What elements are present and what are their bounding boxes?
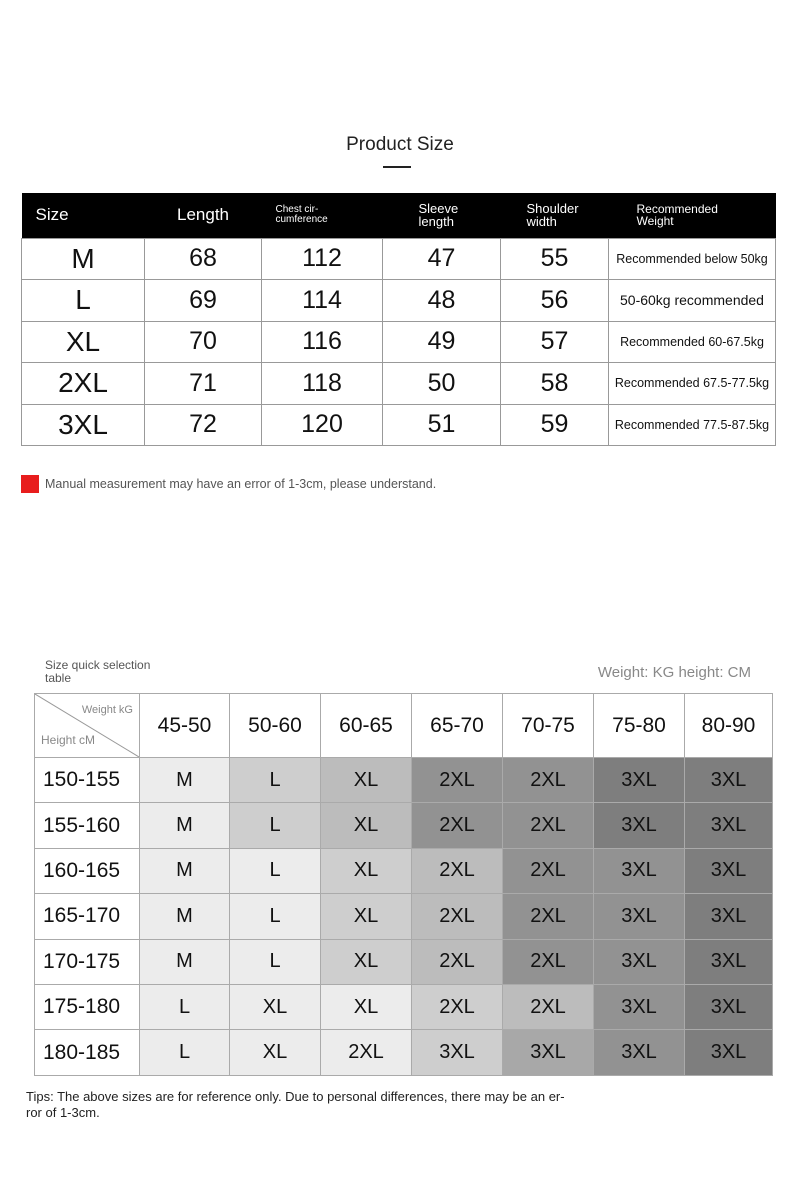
red-square-icon: [21, 475, 39, 493]
size-suggestion-cell: M: [140, 894, 230, 939]
measurement-cell: 48: [383, 280, 501, 322]
corner-weight-label: Weight kG: [81, 704, 133, 716]
measurement-cell: 114: [262, 280, 383, 322]
weight-range-header: 45-50: [140, 694, 230, 758]
size-suggestion-cell: 3XL: [685, 939, 773, 984]
size-suggestion-cell: 3XL: [685, 758, 773, 803]
size-suggestion-cell: 3XL: [594, 1030, 685, 1075]
weight-header-text: Recommended Weight: [636, 201, 718, 229]
size-suggestion-cell: 2XL: [412, 848, 503, 893]
size-suggestion-cell: M: [140, 939, 230, 984]
size-suggestion-cell: 3XL: [685, 984, 773, 1029]
size-table-body: [22, 238, 776, 446]
weight-range-header: 65-70: [412, 694, 503, 758]
measurement-cell: 56: [501, 280, 609, 322]
measurement-note-text: Manual measurement may have an error of 1-3cm, please understand.: [45, 477, 437, 491]
size-row: [22, 404, 776, 446]
measurement-cell: 55: [501, 238, 609, 280]
size-suggestion-cell: XL: [321, 758, 412, 803]
size-suggestion-cell: L: [230, 939, 321, 984]
size-suggestion-cell: 2XL: [503, 803, 594, 848]
quick-selection-body: [35, 758, 773, 1076]
size-row: [22, 280, 776, 322]
size-suggestion-cell: 2XL: [412, 939, 503, 984]
measurement-cell: 68: [145, 238, 262, 280]
height-row: [35, 939, 773, 984]
height-row: [35, 984, 773, 1029]
height-range-label: 165-170: [35, 894, 140, 939]
measurement-note: [21, 475, 436, 493]
weight-header-row: [35, 694, 773, 758]
height-range-label: 150-155: [35, 758, 140, 803]
sleeve-header-text: Sleeve length: [418, 200, 459, 230]
size-suggestion-cell: 2XL: [321, 1030, 412, 1075]
size-suggestion-cell: 2XL: [412, 803, 503, 848]
size-suggestion-cell: L: [230, 894, 321, 939]
length-header: Length: [145, 193, 262, 238]
size-row: [22, 363, 776, 405]
tips-text: Tips: The above sizes are for reference only. Due to personal differences, there may be an er- ror of 1-3cm.: [26, 1089, 565, 1120]
quick-selection-units: Weight: KG height: CM: [597, 664, 751, 681]
recommended-weight-cell: Recommended 67.5-77.5kg: [609, 363, 776, 405]
measurement-cell: 72: [145, 404, 262, 446]
size-table-header-row: [22, 193, 776, 238]
height-range-label: 180-185: [35, 1030, 140, 1075]
measurement-cell: 47: [383, 238, 501, 280]
size-suggestion-cell: 3XL: [594, 758, 685, 803]
size-suggestion-cell: 2XL: [503, 984, 594, 1029]
size-suggestion-cell: XL: [230, 1030, 321, 1075]
chest-header-text: Chest cir- cumference: [275, 203, 328, 226]
measurement-cell: 116: [262, 321, 383, 363]
corner-cell: [35, 694, 140, 758]
size-suggestion-cell: 3XL: [685, 803, 773, 848]
size-cell: XL: [22, 321, 145, 363]
size-suggestion-cell: 3XL: [685, 1030, 773, 1075]
size-suggestion-cell: 2XL: [412, 894, 503, 939]
title-underline: [383, 166, 411, 168]
weight-range-header: 50-60: [230, 694, 321, 758]
size-suggestion-cell: L: [140, 1030, 230, 1075]
height-range-label: 175-180: [35, 984, 140, 1029]
quick-selection-table: [34, 693, 773, 1076]
size-suggestion-cell: 2XL: [503, 848, 594, 893]
weight-range-header: 80-90: [685, 694, 773, 758]
height-row: [35, 758, 773, 803]
recommended-weight-cell: 50-60kg recommended: [609, 280, 776, 322]
size-suggestion-cell: 3XL: [503, 1030, 594, 1075]
size-suggestion-cell: M: [140, 758, 230, 803]
measurement-cell: 112: [262, 238, 383, 280]
measurement-cell: 57: [501, 321, 609, 363]
size-suggestion-cell: L: [230, 758, 321, 803]
size-suggestion-cell: 3XL: [685, 848, 773, 893]
size-suggestion-cell: L: [140, 984, 230, 1029]
size-suggestion-cell: M: [140, 803, 230, 848]
measurement-cell: 118: [262, 363, 383, 405]
height-row: [35, 894, 773, 939]
measurement-cell: 58: [501, 363, 609, 405]
size-suggestion-cell: 2XL: [503, 939, 594, 984]
measurement-cell: 120: [262, 404, 383, 446]
size-suggestion-cell: XL: [321, 894, 412, 939]
size-cell: M: [22, 238, 145, 280]
chest-header: [262, 193, 383, 238]
size-suggestion-cell: 3XL: [594, 803, 685, 848]
size-suggestion-cell: 3XL: [685, 894, 773, 939]
measurement-cell: 59: [501, 404, 609, 446]
measurement-cell: 51: [383, 404, 501, 446]
size-suggestion-cell: XL: [321, 803, 412, 848]
size-cell: 3XL: [22, 404, 145, 446]
recommended-weight-cell: Recommended 77.5-87.5kg: [609, 404, 776, 446]
size-suggestion-cell: 3XL: [594, 894, 685, 939]
size-suggestion-cell: XL: [321, 984, 412, 1029]
height-row: [35, 1030, 773, 1075]
size-suggestion-cell: L: [230, 803, 321, 848]
size-suggestion-cell: 2XL: [503, 894, 594, 939]
height-range-label: 155-160: [35, 803, 140, 848]
size-row: [22, 321, 776, 363]
size-suggestion-cell: 3XL: [412, 1030, 503, 1075]
size-cell: L: [22, 280, 145, 322]
sleeve-header: [383, 193, 501, 238]
weight-range-header: 75-80: [594, 694, 685, 758]
corner-height-label: Height cM: [41, 733, 96, 747]
size-suggestion-cell: XL: [321, 848, 412, 893]
size-row: [22, 238, 776, 280]
recommended-weight-cell: Recommended below 50kg: [609, 238, 776, 280]
weight-header: [609, 193, 776, 238]
size-suggestion-cell: 2XL: [503, 758, 594, 803]
measurement-cell: 70: [145, 321, 262, 363]
weight-range-header: 60-65: [321, 694, 412, 758]
size-suggestion-cell: 2XL: [412, 758, 503, 803]
measurement-cell: 49: [383, 321, 501, 363]
measurement-cell: 71: [145, 363, 262, 405]
height-range-label: 170-175: [35, 939, 140, 984]
size-cell: 2XL: [22, 363, 145, 405]
measurement-cell: 69: [145, 280, 262, 322]
size-suggestion-cell: XL: [230, 984, 321, 1029]
recommended-weight-cell: Recommended 60-67.5kg: [609, 321, 776, 363]
size-suggestion-cell: XL: [321, 939, 412, 984]
product-size-table: [21, 193, 776, 446]
size-suggestion-cell: 3XL: [594, 939, 685, 984]
size-suggestion-cell: L: [230, 848, 321, 893]
shoulder-header: [501, 193, 609, 238]
weight-range-header: 70-75: [503, 694, 594, 758]
size-suggestion-cell: 2XL: [412, 984, 503, 1029]
shoulder-header-text: Shoulder width: [526, 200, 579, 230]
page-title: Product Size: [346, 134, 454, 155]
quick-selection-title: Size quick selection table: [45, 658, 151, 685]
measurement-cell: 50: [383, 363, 501, 405]
size-suggestion-cell: 3XL: [594, 848, 685, 893]
height-range-label: 160-165: [35, 848, 140, 893]
height-row: [35, 848, 773, 893]
size-header: Size: [22, 193, 145, 238]
height-row: [35, 803, 773, 848]
size-suggestion-cell: 3XL: [594, 984, 685, 1029]
size-suggestion-cell: M: [140, 848, 230, 893]
